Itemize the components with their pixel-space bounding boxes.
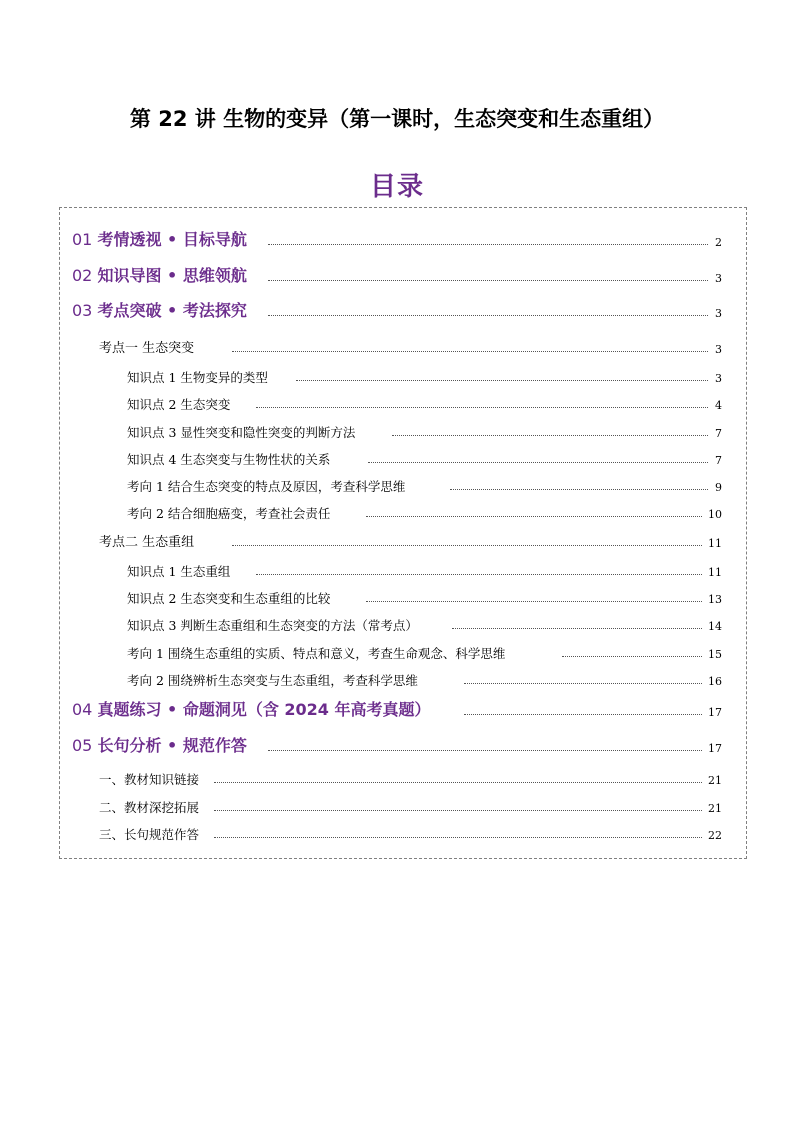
toc-entry-kaodian-2[interactable] [0, 527, 794, 549]
toc-leader-dots [268, 315, 708, 316]
toc-entry-label: 二、教材深挖拓展 [99, 799, 200, 815]
toc-page-number: 15 [708, 648, 722, 661]
toc-page-number: 21 [708, 774, 722, 787]
toc-entry-label: 知识点 3 判断生态重组和生态突变的方法（常考点） [127, 617, 418, 633]
toc-leader-dots [296, 380, 708, 381]
toc-entry-kaodian-1[interactable] [0, 333, 794, 355]
toc-entry-zhishidian-1-4[interactable] [0, 444, 794, 466]
toc-entry-label: 知识点 1 生物变异的类型 [127, 369, 268, 385]
toc-entry-label: 05 长句分析 • 规范作答 [72, 736, 247, 755]
toc-entry-kaoxiang-2-1[interactable] [0, 638, 794, 660]
toc-leader-dots [562, 656, 702, 657]
toc-leader-dots [256, 407, 708, 408]
toc-entry-label: 考向 1 围绕生态重组的实质、特点和意义，考查生命观念、科学思维 [127, 645, 506, 661]
toc-page-number: 14 [708, 620, 722, 633]
toc-entry-02[interactable] [0, 262, 794, 284]
toc-page-number: 3 [715, 372, 722, 385]
toc-entry-label: 考向 2 结合细胞癌变，考查社会责任 [127, 505, 331, 521]
toc-entry-zhishidian-2-3[interactable] [0, 610, 794, 632]
toc-leader-dots [268, 750, 702, 751]
toc-entry-label: 04 真题练习 • 命题洞见（含 2024 年高考真题） [72, 700, 431, 719]
toc-page-number: 9 [715, 481, 722, 494]
toc-leader-dots [452, 628, 702, 629]
toc-entry-label: 考向 1 结合生态突变的特点及原因，考查科学思维 [127, 478, 406, 494]
toc-page-number: 3 [715, 307, 722, 320]
toc-entry-05[interactable] [0, 732, 794, 754]
toc-entry-03[interactable] [0, 297, 794, 319]
toc-entry-label: 一、教材知识链接 [99, 771, 200, 787]
toc-leader-dots [366, 516, 702, 517]
toc-leader-dots [268, 280, 708, 281]
toc-leader-dots [232, 545, 702, 546]
toc-entry-label: 考点一 生态突变 [99, 341, 195, 356]
toc-entry-kaoxiang-1-1[interactable] [0, 471, 794, 493]
toc-entry-label: 三、长句规范作答 [99, 826, 200, 842]
toc-entry-label: 知识点 2 生态突变和生态重组的比较 [127, 590, 331, 606]
toc-leader-dots [392, 435, 708, 436]
toc-entry-label: 知识点 2 生态突变 [127, 396, 231, 412]
toc-page-number: 7 [715, 427, 722, 440]
toc-entry-label: 01 考情透视 • 目标导航 [72, 230, 247, 249]
toc-page-number: 2 [715, 236, 722, 249]
toc-leader-dots [214, 810, 702, 811]
toc-page-number: 11 [708, 566, 722, 579]
toc-entry-04[interactable] [0, 696, 794, 718]
toc-leader-dots [268, 244, 708, 245]
toc-page-number: 21 [708, 802, 722, 815]
toc-entry-label: 02 知识导图 • 思维领航 [72, 266, 247, 285]
toc-leader-dots [214, 782, 702, 783]
toc-entry-label: 知识点 3 显性突变和隐性突变的判断方法 [127, 424, 356, 440]
toc-entry-zhishidian-1-2[interactable] [0, 389, 794, 411]
toc-entry-section-2[interactable] [0, 792, 794, 814]
toc-entry-zhishidian-1-1[interactable] [0, 362, 794, 384]
toc-leader-dots [368, 462, 708, 463]
toc-page-number: 17 [708, 706, 722, 719]
toc-leader-dots [214, 837, 702, 838]
toc-entry-zhishidian-2-2[interactable] [0, 583, 794, 605]
toc-page-number: 11 [708, 537, 722, 550]
toc-page-number: 13 [708, 593, 722, 606]
toc-page-number: 4 [715, 399, 722, 412]
toc-entry-zhishidian-2-1[interactable] [0, 556, 794, 578]
toc-heading: 目录 [369, 172, 424, 202]
toc-entry-label: 知识点 1 生态重组 [127, 563, 231, 579]
page-title: 第 22 讲 生物的变异（第一课时，生态突变和生态重组） [129, 107, 665, 131]
toc-page-number: 10 [708, 508, 722, 521]
toc-leader-dots [366, 601, 702, 602]
toc-leader-dots [464, 714, 702, 715]
toc-leader-dots [256, 574, 702, 575]
toc-entry-section-3[interactable] [0, 819, 794, 841]
toc-leader-dots [464, 683, 702, 684]
toc-entry-zhishidian-1-3[interactable] [0, 417, 794, 439]
toc-entry-label: 考点二 生态重组 [99, 535, 195, 550]
toc-entry-kaoxiang-2-2[interactable] [0, 665, 794, 687]
toc-entry-01[interactable] [0, 226, 794, 248]
toc-page-number: 7 [715, 454, 722, 467]
toc-page-number: 17 [708, 742, 722, 755]
toc-page-number: 16 [708, 675, 722, 688]
toc-page-number: 3 [715, 343, 722, 356]
toc-entry-kaoxiang-1-2[interactable] [0, 498, 794, 520]
toc-entry-label: 考向 2 围绕辨析生态突变与生态重组，考查科学思维 [127, 672, 418, 688]
toc-page-number: 22 [708, 829, 722, 842]
toc-entry-section-1[interactable] [0, 764, 794, 786]
toc-leader-dots [450, 489, 708, 490]
toc-leader-dots [232, 351, 708, 352]
toc-entry-label: 知识点 4 生态突变与生物性状的关系 [127, 451, 331, 467]
toc-page-number: 3 [715, 272, 722, 285]
toc-entry-label: 03 考点突破 • 考法探究 [72, 301, 247, 320]
